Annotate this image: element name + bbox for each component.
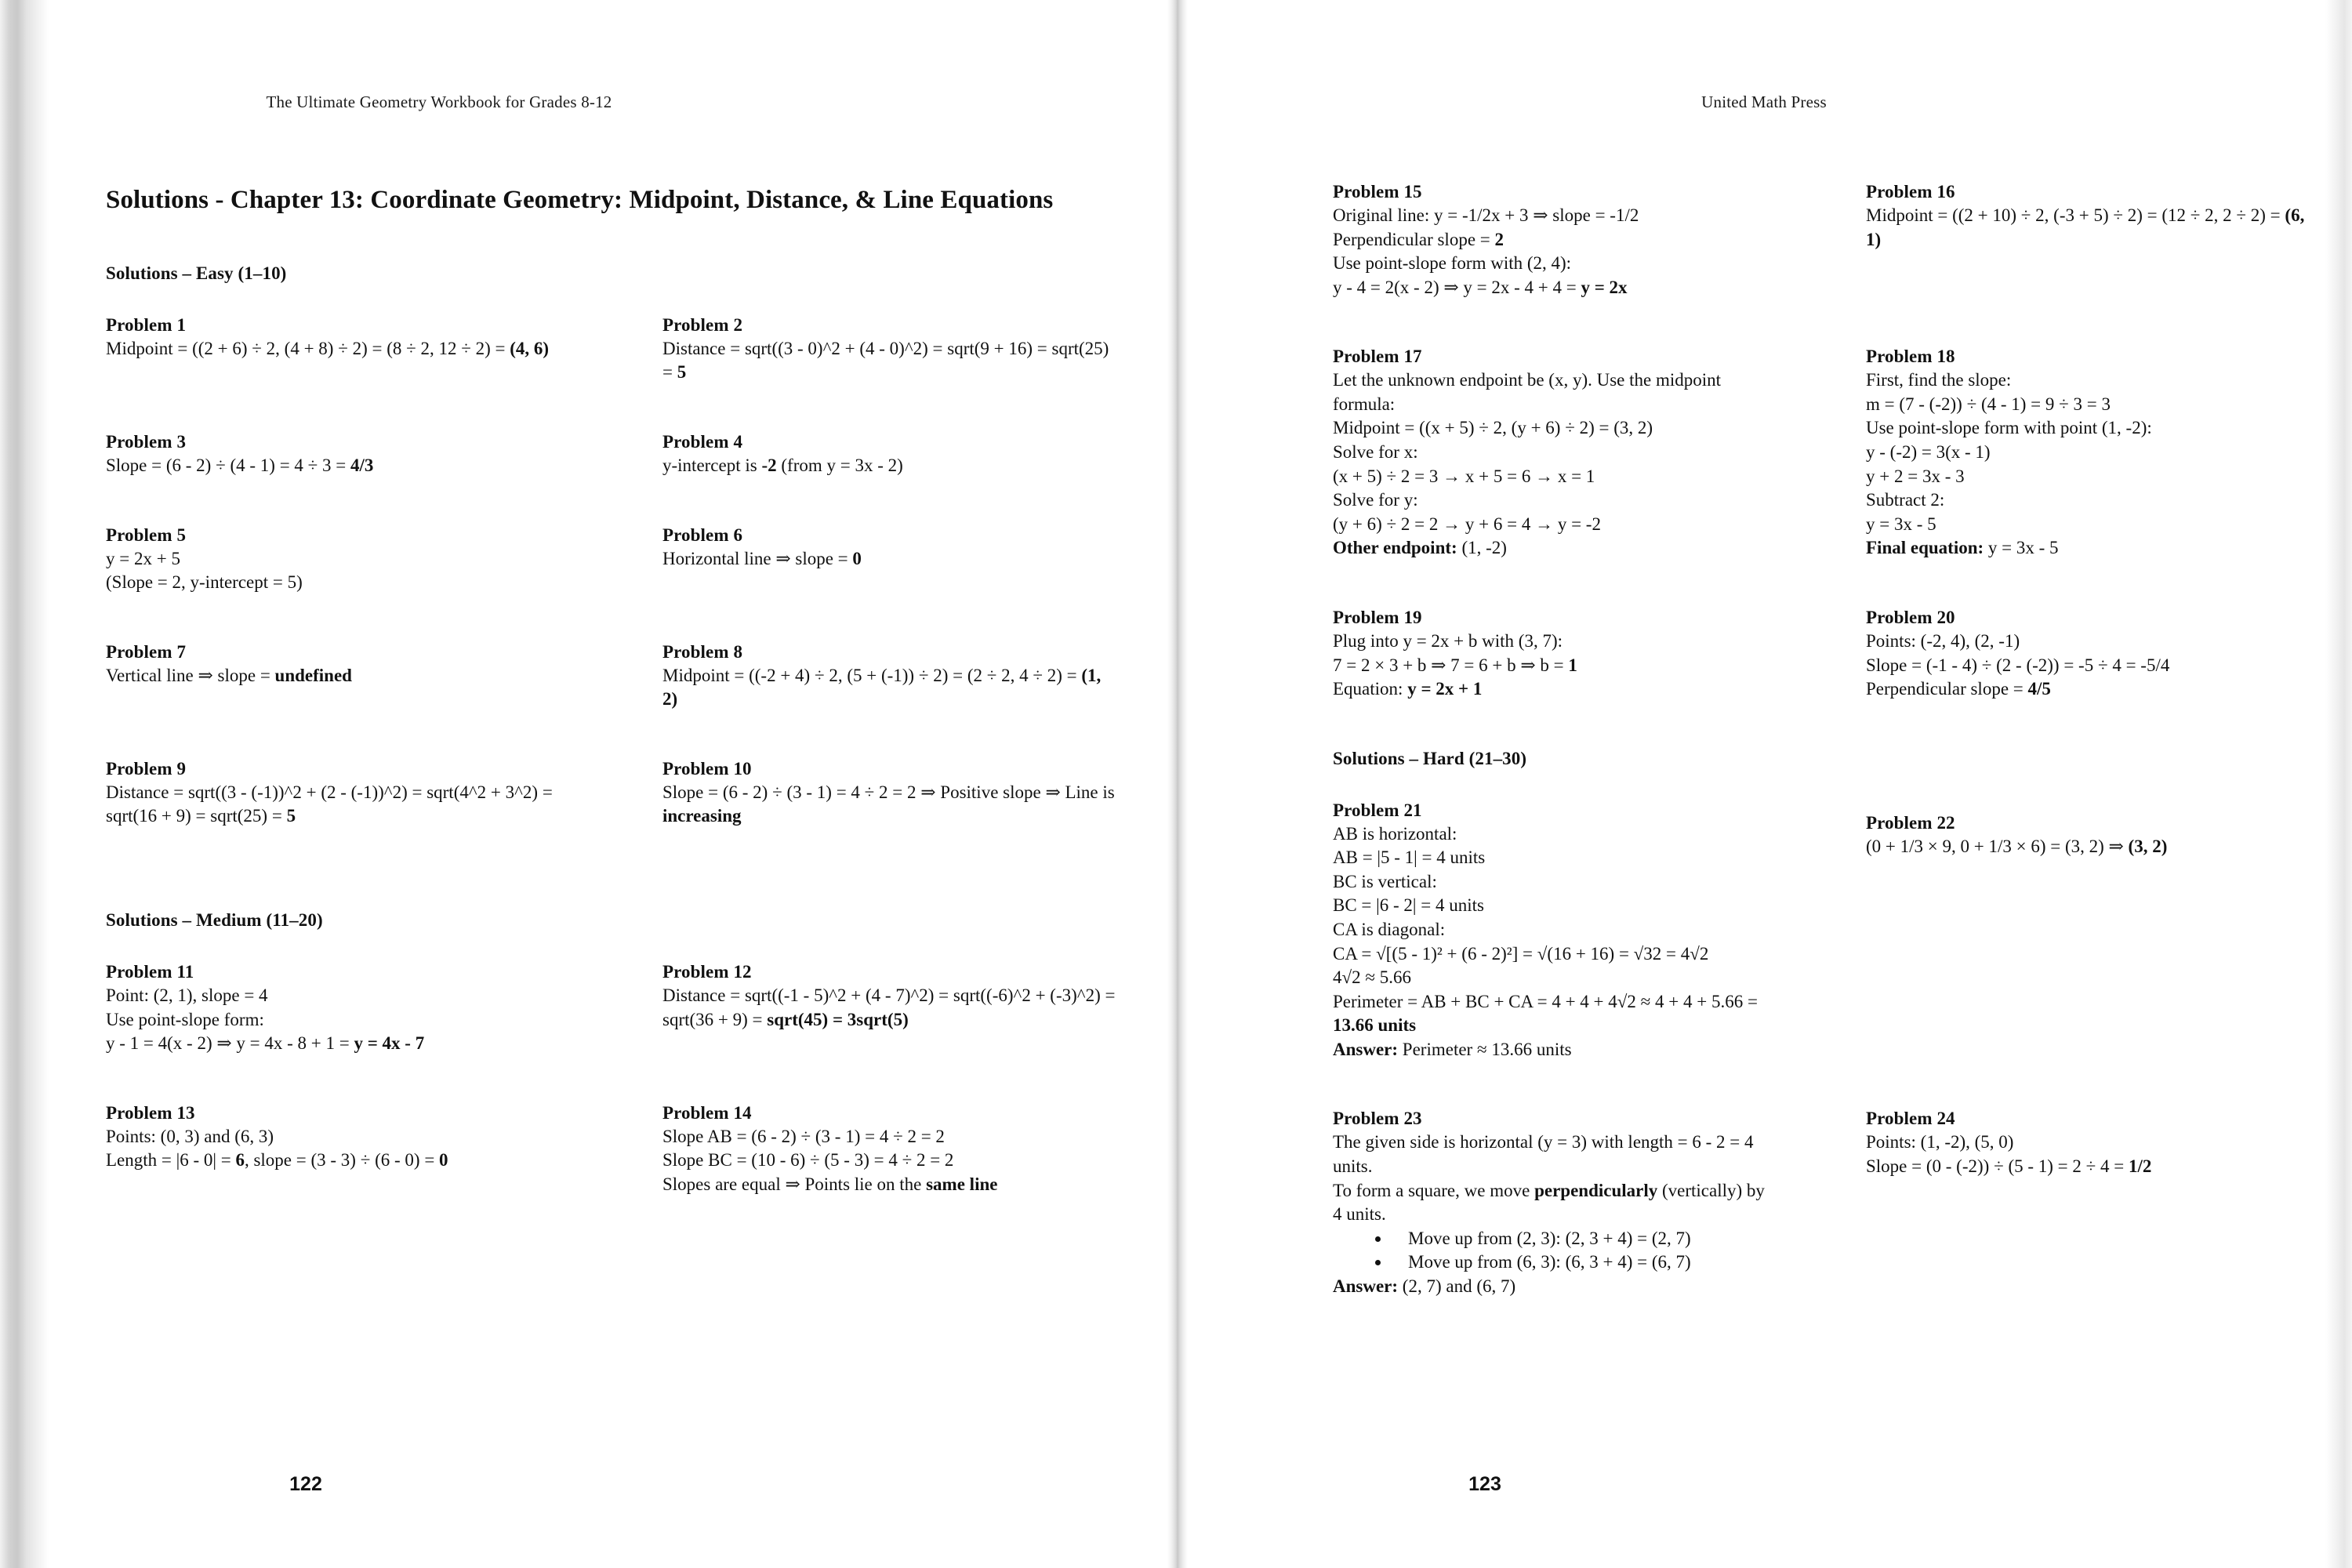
problem-24-title: Problem 24 [1866,1109,1955,1129]
problem-19 [1333,608,1772,702]
problem-10-title: Problem 10 [662,758,752,779]
section-heading-easy: Solutions – Easy (1–10) [106,263,287,283]
problem-9-answer: 5 [286,806,296,826]
problem-grid-medium-right [1333,182,2305,749]
problem-16-answer: (6, 1) [1866,205,2305,249]
problem-18-line-5: y + 2 = 3x - 3 [1866,466,1965,486]
problem-18-line-1: First, find the slope: [1866,370,2012,390]
problem-13-answer-slope: 0 [439,1150,448,1171]
problem-23-answer-label: Answer: [1333,1276,1399,1296]
problem-23-answer-value: (2, 7) and (6, 7) [1398,1276,1516,1296]
problem-19-b-value: 1 [1568,655,1577,675]
problem-20-text: Perpendicular slope = [1866,679,2028,699]
problem-16 [1866,182,2305,252]
problem-21-line-8 [1333,990,1772,1038]
problem-6-title: Problem 6 [662,524,743,545]
problem-19-text-b: Equation: [1333,679,1408,699]
problem-23-text-a: To form a square, we move [1333,1180,1535,1200]
page-left-content [106,182,1117,1244]
problem-12-body [662,984,1117,1032]
problem-21 [1333,800,1772,1062]
problem-23-line-2 [1333,1179,1772,1227]
problem-18-line-6: Subtract 2: [1866,490,1945,510]
problem-11-answer: y = 4x - 7 [354,1033,425,1054]
problem-8-text: Midpoint = ((-2 + 4) ÷ 2, (5 + (-1)) ÷ 2) = (2 ÷ 2, 4 ÷ 2) = [662,665,1082,685]
problem-6-answer: 0 [852,548,862,568]
problem-19-title: Problem 19 [1333,607,1422,627]
problem-14-line-1: Slope AB = (6 - 2) ÷ (3 - 1) = 4 ÷ 2 = 2 [662,1126,945,1146]
problem-13-title: Problem 13 [106,1102,195,1123]
problem-2 [662,315,1117,385]
problem-24-answer: 1/2 [2128,1156,2152,1177]
problem-1-body [106,337,561,361]
problem-1-answer: (4, 6) [510,338,550,358]
problem-grid-hard [1333,800,2305,1346]
problem-13-text-a: Length = |6 - 0| = [106,1150,236,1171]
section-heading-medium: Solutions – Medium (11–20) [106,910,323,931]
problem-4-title: Problem 4 [662,432,743,452]
problem-18-answer-value: y = 3x - 5 [1984,538,2059,558]
problem-12-answer: sqrt(45) = 3sqrt(5) [767,1009,909,1029]
problem-21-line-7: 4√2 ≈ 5.66 [1333,967,1411,988]
problem-14-title: Problem 14 [662,1102,752,1123]
problem-21-line-1: AB is horizontal: [1333,823,1457,844]
page-number-right: 123 [1468,1473,1501,1495]
problem-22-body [1866,835,2305,859]
problem-17-line-5: Solve for y: [1333,490,1418,510]
problem-6 [662,525,1117,572]
problem-10-body [662,781,1117,829]
problem-3 [106,432,561,478]
problem-7 [106,642,561,688]
problem-4 [662,432,1117,478]
running-head-left: The Ultimate Geometry Workbook for Grades 8-12 [266,93,612,111]
problem-14-line-3 [662,1173,1117,1197]
problem-19-text-a: 7 = 2 × 3 + b ⇒ 7 = 6 + b ⇒ b = [1333,655,1569,675]
problem-8 [662,642,1117,712]
problem-15-line-4 [1333,276,1772,300]
problem-7-text: Vertical line ⇒ slope = [106,665,275,685]
problem-16-text: Midpoint = ((2 + 10) ÷ 2, (-3 + 5) ÷ 2) = (12 ÷ 2, 2 ÷ 2) = [1866,205,2285,225]
section-heading-hard: Solutions – Hard (21–30) [1333,748,1527,768]
problem-11-line-3 [106,1032,561,1056]
page-number-left: 122 [289,1473,322,1495]
problem-18-answer-label: Final equation: [1866,538,1984,558]
problem-3-answer: 4/3 [350,456,374,475]
problem-21-line-9 [1333,1038,1772,1062]
problem-7-title: Problem 7 [106,641,187,662]
problem-9-title: Problem 9 [106,758,187,779]
problem-17-answer-value: (1, -2) [1457,538,1507,558]
problem-19-line-1: Plug into y = 2x + b with (3, 7): [1333,630,1563,651]
problem-8-title: Problem 8 [662,641,743,662]
problem-21-line-5: CA is diagonal: [1333,919,1446,939]
problem-3-title: Problem 3 [106,432,187,452]
problem-21-line-6: CA = √[(5 - 1)² + (6 - 2)²] = √(16 + 16) = √32 = 4√2 [1333,943,1709,964]
problem-12-title: Problem 12 [662,962,752,982]
problem-10-answer: increasing [662,806,742,826]
problem-12-text: Distance = sqrt((-1 - 5)^2 + (4 - 7)^2) = sqrt((-6)^2 + (-3)^2) = sqrt(36 + 9) = [662,985,1116,1029]
problem-2-answer: 5 [677,362,687,383]
problem-15-line-1: Original line: y = -1/2x + 3 ⇒ slope = -1/2 [1333,205,1639,225]
problem-20-line-1: Points: (-2, 4), (2, -1) [1866,630,2020,651]
problem-21-line-3: BC is vertical: [1333,871,1437,891]
problem-14-answer: same line [926,1174,998,1194]
problem-20-title: Problem 20 [1866,607,1955,627]
problem-24-line-1: Points: (1, -2), (5, 0) [1866,1132,2014,1152]
problem-grid-medium-left [106,962,1117,1243]
problem-20 [1866,608,2305,702]
problem-17-line-1: Let the unknown endpoint be (x, y). Use the midpoint formula: [1333,370,1722,414]
problem-15 [1333,182,1772,299]
problem-1-title: Problem 1 [106,314,187,335]
problem-17-line-7 [1333,536,1772,561]
problem-20-line-2: Slope = (-1 - 4) ÷ (2 - (-2)) = -5 ÷ 4 = -5/4 [1866,655,2170,675]
problem-13-line-2 [106,1149,561,1173]
problem-21-answer-label: Answer: [1333,1039,1399,1059]
problem-23 [1333,1109,1772,1298]
problem-19-line-2 [1333,654,1772,678]
problem-6-body [662,547,1117,572]
problem-5-title: Problem 5 [106,524,187,545]
problem-3-text: Slope = (6 - 2) ÷ (4 - 1) = 4 ÷ 3 = [106,456,351,475]
problem-18 [1866,347,2305,561]
problem-15-line-3: Use point-slope form with (2, 4): [1333,253,1572,274]
problem-17-line-6: (y + 6) ÷ 2 = 2 → y + 6 = 4 → y = -2 [1333,514,1601,534]
problem-14 [662,1103,1117,1197]
list-item: • Move up from (2, 3): (2, 3 + 4) = (2, 7) [1391,1227,1772,1251]
problem-23-text-b: (vertically) by 4 units. [1333,1180,1765,1225]
problem-5-line-1: y = 2x + 5 [106,548,180,568]
problem-21-line-4: BC = |6 - 2| = 4 units [1333,895,1484,916]
list-item: • Move up from (6, 3): (6, 3 + 4) = (6, 7) [1391,1250,1772,1275]
problem-17 [1333,347,1772,561]
problem-18-line-4: y - (-2) = 3(x - 1) [1866,442,1991,463]
problem-24 [1866,1109,2305,1178]
problem-15-line-2 [1333,228,1772,252]
problem-12 [662,962,1117,1032]
problem-18-title: Problem 18 [1866,347,1955,367]
problem-18-line-2: m = (7 - (-2)) ÷ (4 - 1) = 9 ÷ 3 = 3 [1866,394,2111,414]
problem-8-answer: (1, 2) [662,665,1102,710]
problem-21-title: Problem 21 [1333,800,1422,820]
problem-13-answer-length: 6 [235,1150,245,1171]
problem-18-line-8 [1866,536,2305,561]
problem-1-text: Midpoint = ((2 + 6) ÷ 2, (4 + 8) ÷ 2) = (8 ÷ 2, 12 ÷ 2) = [106,338,510,358]
problem-5 [106,525,561,595]
problem-6-text: Horizontal line ⇒ slope = [662,548,853,568]
problem-11-line-1: Point: (2, 1), slope = 4 [106,985,268,1006]
problem-22-answer: (3, 2) [2128,836,2168,856]
problem-9-body [106,781,561,829]
problem-2-body [662,337,1117,385]
problem-18-line-7: y = 3x - 5 [1866,514,1936,534]
problem-1 [106,315,561,361]
problem-10 [662,759,1117,829]
problem-5-line-2: (Slope = 2, y-intercept = 5) [106,572,303,593]
problem-21-perimeter-value: 13.66 units [1333,1015,1417,1036]
problem-21-perimeter-text: Perimeter = AB + BC + CA = 4 + 4 + 4√2 ≈ 4 + 4 + 5.66 = [1333,991,1758,1011]
problem-8-body [662,664,1117,712]
problem-15-text-a: Perpendicular slope = [1333,229,1495,249]
problem-23-steps [1333,1227,1772,1275]
problem-15-perp-slope: 2 [1494,229,1504,249]
problem-15-text-b: y - 4 = 2(x - 2) ⇒ y = 2x - 4 + 4 = [1333,277,1581,297]
problem-15-answer: y = 2x [1581,277,1628,297]
problem-9-text: Distance = sqrt((3 - (-1))^2 + (2 - (-1))^2) = sqrt(4^2 + 3^2) = sqrt(16 + 9) = sqrt(25) = [106,782,553,826]
problem-9 [106,759,561,829]
problem-22-title: Problem 22 [1866,812,1955,833]
problem-23-answer-line [1333,1275,1772,1299]
problem-4-body [662,454,1117,478]
problem-23-line-1: The given side is horizontal (y = 3) with length = 6 - 2 = 4 units. [1333,1132,1754,1177]
problem-15-title: Problem 15 [1333,182,1422,201]
problem-19-line-3 [1333,677,1772,702]
problem-21-answer-value: Perimeter ≈ 13.66 units [1398,1039,1572,1059]
problem-13-text-b: , slope = (3 - 3) ÷ (6 - 0) = [244,1150,440,1171]
problem-17-answer-label: Other endpoint: [1333,538,1457,558]
problem-11-title: Problem 11 [106,962,194,982]
problem-22 [1866,813,2305,859]
problem-19-answer: y = 2x + 1 [1407,679,1483,699]
problem-14-text: Slopes are equal ⇒ Points lie on the [662,1174,927,1194]
problem-7-answer: undefined [274,665,352,685]
problem-11-line-2: Use point-slope form: [106,1009,264,1029]
problem-11 [106,962,561,1056]
problem-17-title: Problem 17 [1333,347,1422,367]
problem-24-line-2 [1866,1155,2305,1179]
problem-22-text: (0 + 1/3 × 9, 0 + 1/3 × 6) = (3, 2) ⇒ [1866,836,2129,856]
problem-7-body [106,664,561,688]
problem-4-text-tail: (from y = 3x - 2) [776,456,903,475]
problem-16-body [1866,204,2305,252]
problem-23-emphasis: perpendicularly [1534,1180,1658,1200]
problem-14-line-2: Slope BC = (10 - 6) ÷ (5 - 3) = 4 ÷ 2 = 2 [662,1150,954,1171]
problem-13 [106,1103,561,1173]
problem-18-line-3: Use point-slope form with point (1, -2): [1866,418,2152,438]
problem-2-text: Distance = sqrt((3 - 0)^2 + (4 - 0)^2) = sqrt(9 + 16) = sqrt(25) = [662,338,1109,383]
problem-20-answer: 4/5 [2027,679,2051,699]
problem-17-line-3: Solve for x: [1333,442,1418,463]
problem-11-text: y - 1 = 4(x - 2) ⇒ y = 4x - 8 + 1 = [106,1033,354,1054]
problem-2-title: Problem 2 [662,314,743,335]
problem-17-line-4: (x + 5) ÷ 2 = 3 → x + 5 = 6 → x = 1 [1333,466,1595,486]
problem-4-answer: -2 [761,456,777,475]
problem-23-title: Problem 23 [1333,1109,1422,1129]
page-right-content [1333,182,2305,1346]
problem-21-line-2: AB = |5 - 1| = 4 units [1333,848,1486,868]
chapter-title: Solutions - Chapter 13: Coordinate Geometry: Midpoint, Distance, & Line Equations [106,186,1054,214]
problem-16-title: Problem 16 [1866,182,1955,201]
problem-17-line-2: Midpoint = ((x + 5) ÷ 2, (y + 6) ÷ 2) = (3, 2) [1333,418,1653,438]
running-head-right: United Math Press [1701,93,1827,111]
problem-24-text: Slope = (0 - (-2)) ÷ (5 - 1) = 2 ÷ 4 = [1866,1156,2129,1177]
page-right [1176,0,2352,1568]
problem-3-body [106,454,561,478]
problem-4-text-head: y-intercept is [662,456,762,475]
problem-grid-easy [106,315,1117,876]
problem-20-line-3 [1866,677,2305,702]
problem-13-line-1: Points: (0, 3) and (6, 3) [106,1126,274,1146]
problem-10-text: Slope = (6 - 2) ÷ (3 - 1) = 4 ÷ 2 = 2 ⇒ Positive slope ⇒ Line is [662,782,1115,802]
